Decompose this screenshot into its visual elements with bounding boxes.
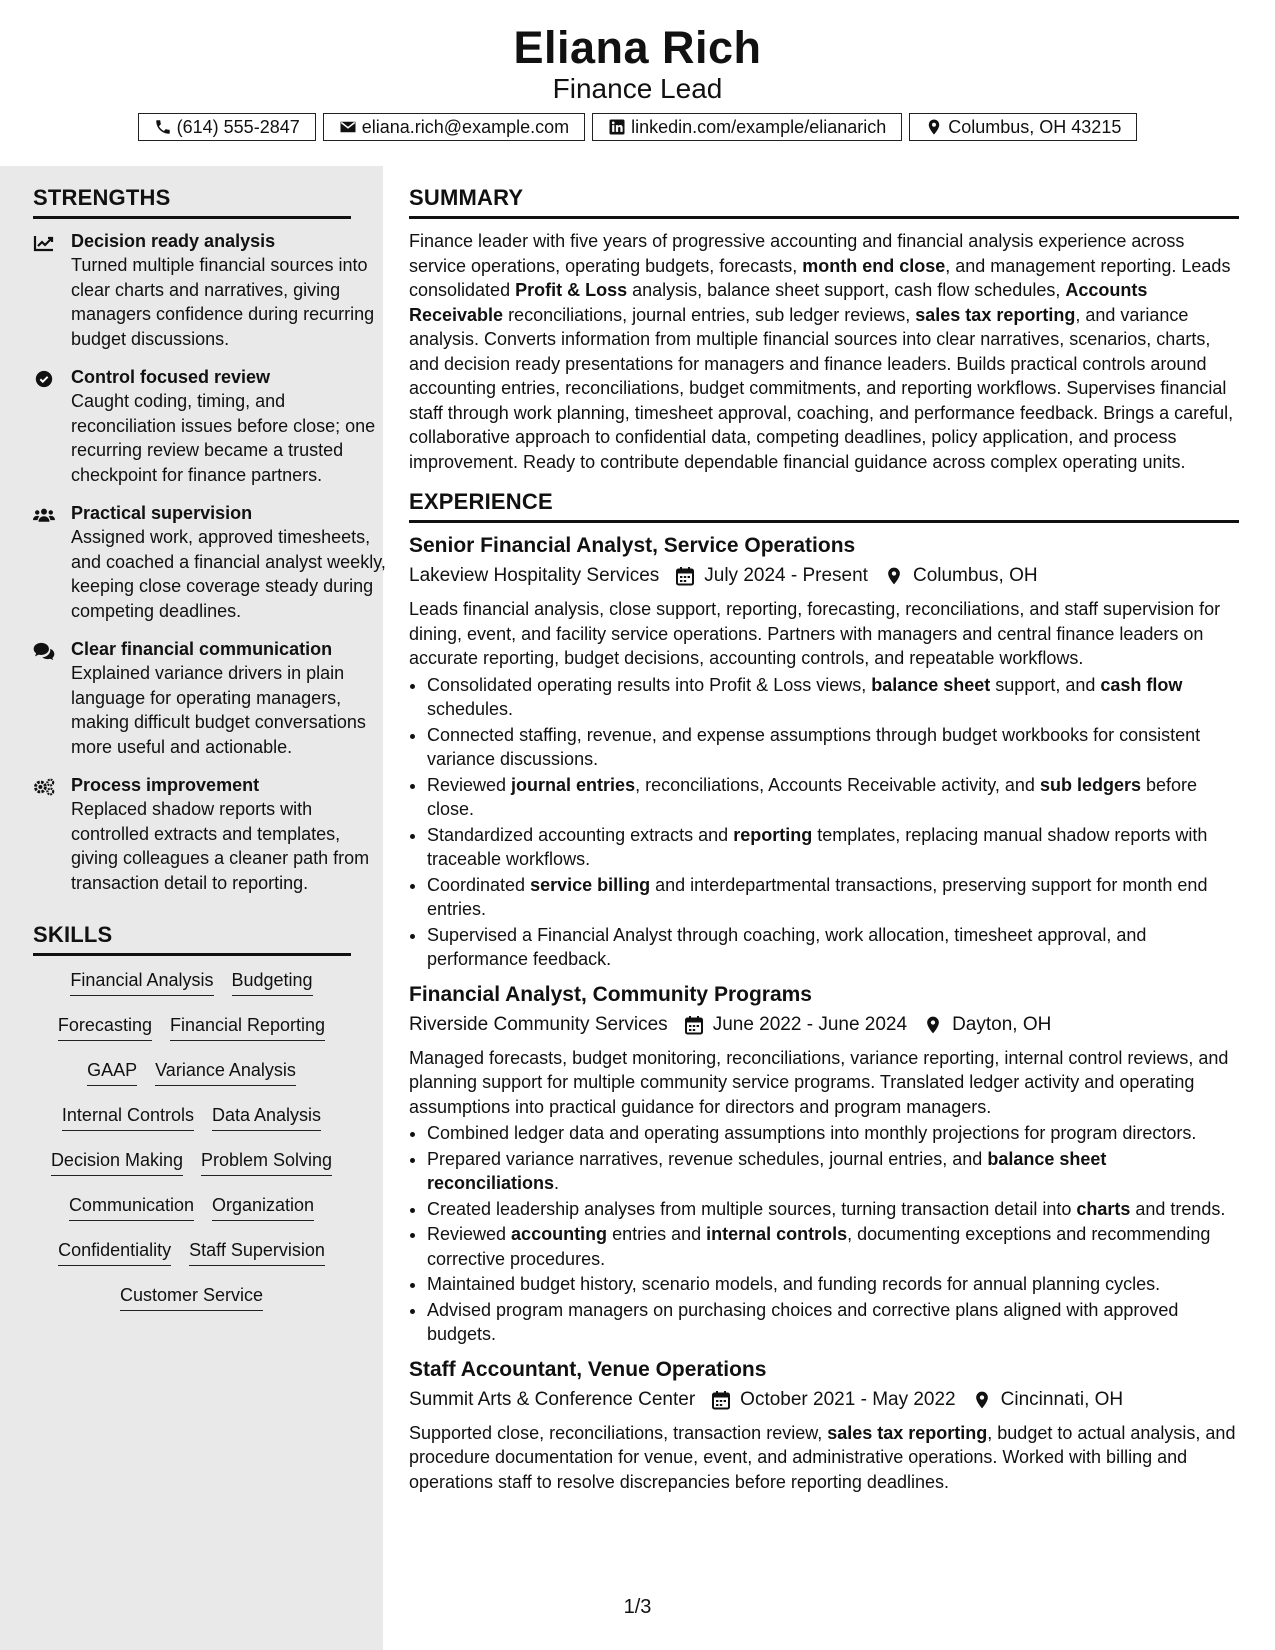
- job-location: Cincinnati, OH: [1000, 1388, 1124, 1410]
- job-description: Leads financial analysis, close support, reporting, forecasting, reconciliations, and staff supervision for dining, event, and facility service operations. Partners with managers and central finance leaders on accurate reporting, budget decisions, accounting controls, and repeatable workflows.: [409, 599, 1221, 668]
- strength-item: [33, 501, 386, 623]
- job-title: Financial Analyst, Community Programs: [409, 982, 812, 1006]
- strengths-list: [0, 229, 386, 895]
- map-pin-icon: [923, 1015, 943, 1035]
- users-icon: [33, 506, 55, 524]
- line-chart-icon: [33, 234, 55, 252]
- candidate-title: Finance Lead: [552, 73, 723, 104]
- skill-tag: Customer Service: [120, 1283, 263, 1311]
- job-location: Dayton, OH: [952, 1013, 1052, 1035]
- job-company: Summit Arts & Conference Center: [409, 1388, 696, 1410]
- contact-location[interactable]: [909, 113, 1137, 141]
- job-bullet: • Coordinated service billing and interdepartmental transactions, preserving support for month end entries.: [427, 873, 1239, 922]
- map-pin-icon: [884, 566, 904, 586]
- strength-desc: Caught coding, timing, and reconciliation issues before close; one recurring review became a trusted checkpoint for finance partners.: [71, 391, 376, 485]
- job-bullet: • Created leadership analyses from multiple sources, turning transaction detail into charts and trends.: [427, 1197, 1239, 1222]
- job-entry: [409, 1355, 1239, 1495]
- skill-tag: Confidentiality: [58, 1238, 171, 1266]
- skill-tag: Financial Reporting: [170, 1013, 325, 1041]
- map-pin-icon: [925, 118, 943, 136]
- job-bullet: • Consolidated operating results into Profit & Loss views, balance sheet support, and cash flow schedules.: [427, 673, 1239, 722]
- resume-header: [0, 0, 1275, 166]
- strength-item: [33, 365, 386, 487]
- phone-icon: [154, 118, 172, 136]
- job-bullet: • Connected staffing, revenue, and expense assumptions through budget workbooks for consistent variance discussions.: [427, 723, 1239, 772]
- skill-tag: Communication: [69, 1193, 194, 1221]
- gears-icon: [33, 778, 55, 796]
- page-number: 1/3: [623, 1596, 652, 1618]
- check-circle-icon: [33, 370, 55, 388]
- job-bullet: • Reviewed journal entries, reconciliations, Accounts Receivable activity, and sub ledgers before close.: [427, 773, 1239, 822]
- strengths-heading: STRENGTHS: [33, 184, 351, 219]
- candidate-name: Eliana Rich: [513, 22, 762, 73]
- strength-desc: Turned multiple financial sources into clear charts and narratives, giving managers confidence during recurring budget discussions.: [71, 255, 375, 349]
- contact-phone-text: (614) 555-2847: [176, 116, 300, 137]
- strength-item: [33, 637, 386, 759]
- skill-tag: Variance Analysis: [155, 1058, 296, 1086]
- job-meta: [409, 1010, 1239, 1040]
- contact-location-text: Columbus, OH 43215: [948, 116, 1122, 137]
- contact-bar: [0, 113, 1275, 141]
- experience-list: [409, 531, 1239, 1494]
- sidebar: [0, 166, 386, 1650]
- job-bullets: [409, 673, 1239, 972]
- job-bullet: • Advised program managers on purchasing choices and corrective plans aligned with approved budgets.: [427, 1298, 1239, 1347]
- skill-tag: Problem Solving: [201, 1148, 332, 1176]
- map-pin-icon: [972, 1390, 992, 1410]
- contact-linkedin[interactable]: [592, 113, 902, 141]
- calendar-icon: [711, 1390, 731, 1410]
- job-entry: [409, 980, 1239, 1347]
- job-title: Staff Accountant, Venue Operations: [409, 1357, 767, 1381]
- linkedin-icon: [608, 118, 626, 136]
- job-dates: July 2024 - Present: [704, 565, 868, 586]
- calendar-icon: [684, 1015, 704, 1035]
- strength-desc: Replaced shadow reports with controlled extracts and templates, giving colleagues a cleaner path from transaction detail to reporting.: [71, 799, 370, 893]
- job-bullet: • Maintained budget history, scenario models, and funding records for annual planning cycles.: [427, 1272, 1239, 1297]
- job-dates: October 2021 - May 2022: [740, 1388, 956, 1410]
- skill-tag: Internal Controls: [62, 1103, 194, 1131]
- job-description: Supported close, reconciliations, transaction review, sales tax reporting, budget to actual analysis, and procedure documentation for venue, event, and administrative operations. Worked with billing and operations staff to resolve discrepancies before reporting deadlines.: [409, 1422, 1236, 1492]
- strength-title: Practical supervision: [71, 503, 253, 523]
- skill-tag: Decision Making: [51, 1148, 183, 1176]
- contact-email[interactable]: [323, 113, 585, 141]
- job-location: Columbus, OH: [912, 565, 1038, 586]
- skills-list: [0, 968, 383, 1328]
- experience-heading: EXPERIENCE: [409, 488, 1239, 523]
- job-bullet: • Combined ledger data and operating assumptions into monthly projections for program directors.: [427, 1121, 1239, 1146]
- skill-tag: Data Analysis: [212, 1103, 321, 1131]
- job-dates: June 2022 - June 2024: [712, 1013, 908, 1035]
- summary-text: Finance leader with five years of progressive accounting and financial analysis experience across service operations, operating budgets, forecasts, month end close, and management reporting. Leads consolidated Profit & Loss analysis, balance sheet support, cash flow schedules, Accounts Receivable reconciliations, journal entries, sub ledger reviews, sales tax reporting, and variance analysis. Converts information from multiple financial sources into clear narratives, scenarios, charts, and decision ready presentations for managers and finance leaders. Builds practical controls around accounting entries, reconciliations, budget commitments, and reporting workflows. Supervises financial staff through work planning, timesheet approval, coaching, and performance feedback. Brings a careful, collaborative approach to confidential data, competing deadlines, policy application, and process improvement. Ready to contribute dependable financial guidance across complex operating units.: [409, 231, 1234, 472]
- job-title: Senior Financial Analyst, Service Operations: [409, 534, 856, 557]
- contact-phone[interactable]: [138, 113, 316, 141]
- envelope-icon: [339, 118, 357, 136]
- contact-linkedin-text: linkedin.com/example/elianarich: [631, 116, 887, 137]
- job-entry: [409, 531, 1239, 972]
- skills-section: [0, 921, 383, 1328]
- strength-item: [33, 773, 386, 895]
- strength-title: Decision ready analysis: [71, 231, 276, 251]
- skill-row: [0, 1238, 383, 1283]
- job-bullet: • Supervised a Financial Analyst through coaching, work allocation, timesheet approval, and performance feedback.: [427, 923, 1239, 972]
- job-bullet: • Standardized accounting extracts and reporting templates, replacing manual shadow reports with traceable workflows.: [427, 823, 1239, 872]
- job-meta: [409, 1385, 1239, 1415]
- skill-row: [0, 1013, 383, 1058]
- strength-desc: Explained variance drivers in plain language for operating managers, making difficult budget conversations more useful and actionable.: [71, 663, 366, 757]
- job-company: Lakeview Hospitality Services: [409, 565, 660, 586]
- skill-row: [0, 1148, 383, 1193]
- calendar-icon: [675, 566, 695, 586]
- skill-row: [0, 1193, 383, 1238]
- skill-tag: Financial Analysis: [70, 968, 213, 996]
- strength-desc: Assigned work, approved timesheets, and coached a financial analyst weekly, keeping close coverage steady during competing deadlines.: [71, 527, 386, 621]
- strength-title: Clear financial communication: [71, 639, 333, 659]
- skill-tag: Budgeting: [232, 968, 313, 996]
- skill-tag: GAAP: [87, 1058, 137, 1086]
- main-column: [409, 166, 1239, 1494]
- job-bullets: [409, 1121, 1239, 1347]
- skill-tag: Organization: [212, 1193, 314, 1221]
- strength-title: Control focused review: [71, 367, 271, 387]
- job-bullet: • Prepared variance narratives, revenue schedules, journal entries, and balance sheet reconciliations.: [427, 1147, 1239, 1196]
- contact-email-text: eliana.rich@example.com: [361, 116, 570, 137]
- skills-heading: SKILLS: [33, 921, 351, 956]
- strength-item: [33, 229, 386, 351]
- job-meta: [409, 561, 1239, 591]
- job-bullet: • Reviewed accounting entries and internal controls, documenting exceptions and recommending corrective procedures.: [427, 1222, 1239, 1271]
- skill-row: [0, 968, 383, 1013]
- skill-row: [0, 1283, 383, 1328]
- job-company: Riverside Community Services: [409, 1013, 668, 1035]
- strength-title: Process improvement: [71, 775, 260, 795]
- skill-row: [0, 1103, 383, 1148]
- skill-tag: Staff Supervision: [189, 1238, 325, 1266]
- skill-tag: Forecasting: [58, 1013, 152, 1041]
- job-description: Managed forecasts, budget monitoring, reconciliations, variance reporting, internal control reviews, and planning support for multiple community service programs. Translated ledger activity and operating assumptions into practical guidance for directors and program managers.: [409, 1047, 1229, 1117]
- skill-row: [0, 1058, 383, 1103]
- summary-heading: SUMMARY: [409, 184, 1239, 219]
- comments-icon: [33, 642, 55, 660]
